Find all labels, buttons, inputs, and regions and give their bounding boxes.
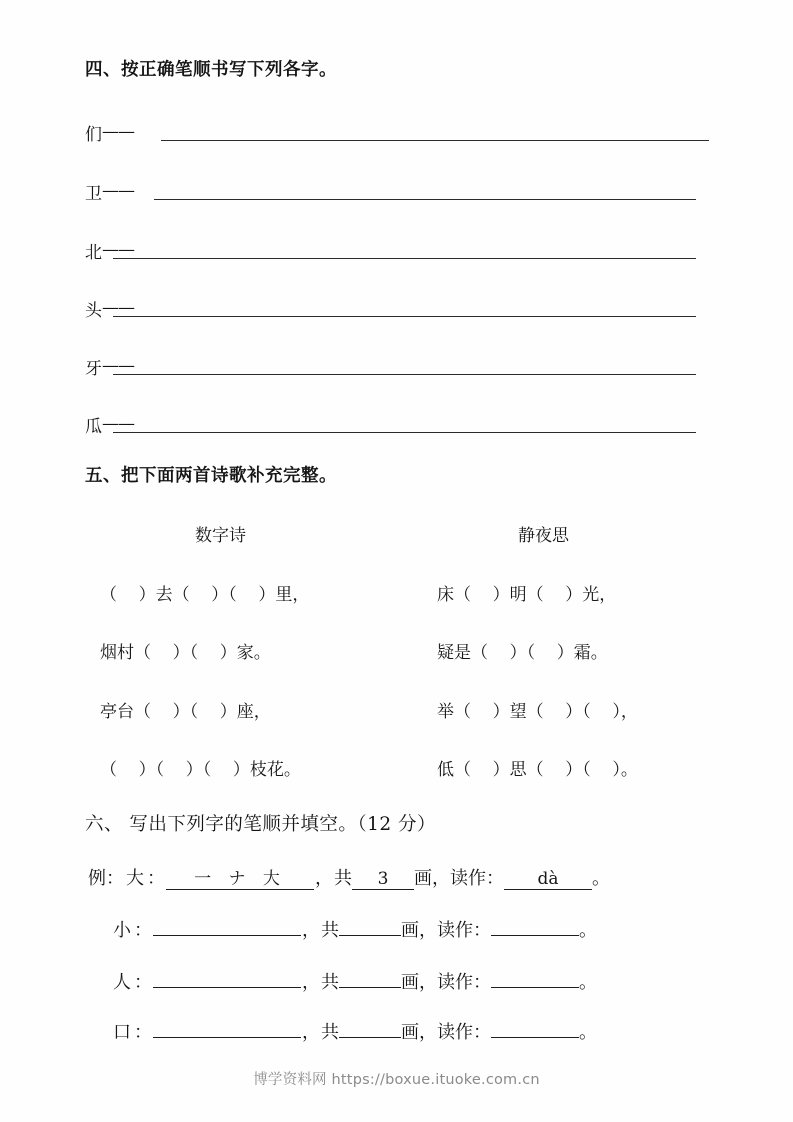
- stroke-order-char: 牙: [85, 358, 102, 379]
- section-5-title: 五、把下面两首诗歌补充完整。: [85, 466, 337, 486]
- example-prefix: 例：: [88, 868, 124, 889]
- row-read-label: 读作：: [437, 1022, 491, 1043]
- section-4-title: 四、按正确笔顺书写下列各字。: [85, 60, 337, 80]
- stroke-order-answer-line[interactable]: [113, 299, 696, 317]
- row-strokes-unit: 画，: [401, 972, 437, 993]
- example-comma: ，: [315, 868, 333, 889]
- row-period: 。: [579, 1022, 597, 1043]
- stroke-order-row: [85, 177, 725, 205]
- stroke-order-char: 头: [85, 300, 102, 321]
- example-period: 。: [592, 868, 610, 889]
- stroke-fill-row: [113, 968, 597, 994]
- poem-1-line-2: 烟村（ ）（ ）家。: [100, 643, 271, 663]
- row-total-label: 共: [321, 1022, 339, 1043]
- stroke-order-dash: ——: [102, 181, 134, 201]
- stroke-order-row: [85, 352, 725, 380]
- poem-heading-number-poem: 数字诗: [195, 526, 246, 546]
- row-total-label: 共: [321, 972, 339, 993]
- stroke-order-answer-line[interactable]: [113, 241, 696, 259]
- stroke-order-dash: ——: [102, 122, 134, 142]
- stroke-order-answer-line[interactable]: [113, 415, 696, 433]
- example-read-label: 读作：: [450, 868, 504, 889]
- row-char: 小: [113, 920, 131, 941]
- example-char: 大: [126, 868, 144, 889]
- row-char: 口: [113, 1022, 131, 1043]
- stroke-order-answer-line[interactable]: [154, 182, 696, 200]
- example-strokes-unit: 画，: [414, 868, 450, 889]
- stroke-fill-row: [113, 1018, 597, 1044]
- section-6-example-row: [88, 864, 610, 890]
- row-colon: ：: [134, 1022, 152, 1043]
- stroke-order-dash: ——: [102, 414, 134, 434]
- stroke-order-answer-line[interactable]: [161, 123, 709, 141]
- stroke-order-char: 们: [85, 124, 102, 145]
- stroke-order-row: [85, 118, 725, 146]
- row-count-blank[interactable]: [339, 987, 401, 988]
- row-comma: ，: [302, 972, 320, 993]
- poem-2-line-2: 疑是（ ）（ ）霜。: [437, 643, 608, 663]
- row-strokes-blank[interactable]: [153, 1037, 301, 1038]
- row-read-label: 读作：: [437, 920, 491, 941]
- stroke-fill-row: [113, 916, 597, 942]
- example-total-label: 共: [334, 868, 352, 889]
- row-read-label: 读作：: [437, 972, 491, 993]
- example-pinyin-blank: dà: [504, 871, 592, 890]
- stroke-order-row: [85, 236, 725, 264]
- row-comma: ，: [302, 1022, 320, 1043]
- stroke-order-row: [85, 410, 725, 438]
- poem-2-line-4: 低（ ）思（ ）（ ）。: [437, 760, 638, 780]
- row-period: 。: [579, 920, 597, 941]
- row-comma: ，: [302, 920, 320, 941]
- row-pinyin-blank[interactable]: [491, 1037, 579, 1038]
- row-pinyin-blank[interactable]: [491, 987, 579, 988]
- row-strokes-unit: 画，: [401, 1022, 437, 1043]
- poem-heading-quiet-night: 静夜思: [518, 526, 569, 546]
- row-count-blank[interactable]: [339, 935, 401, 936]
- stroke-order-char: 卫: [85, 183, 102, 204]
- stroke-order-row: [85, 294, 725, 322]
- example-strokes-blank: 一 ナ 大: [166, 871, 314, 890]
- example-count-blank: 3: [352, 871, 414, 890]
- poem-1-line-3: 亭台（ ）（ ）座，: [100, 702, 271, 722]
- stroke-order-dash: ——: [102, 298, 134, 318]
- footer-watermark: 博学资料网 https://boxue.ituoke.com.cn: [253, 1072, 540, 1088]
- poem-1-line-4: （ ）（ ）（ ）枝花。: [100, 760, 301, 780]
- row-count-blank[interactable]: [339, 1037, 401, 1038]
- row-strokes-blank[interactable]: [153, 987, 301, 988]
- row-period: 。: [579, 972, 597, 993]
- row-strokes-blank[interactable]: [153, 935, 301, 936]
- poem-1-line-1: （ ）去（ ）（ ）里，: [100, 585, 310, 605]
- row-strokes-unit: 画，: [401, 920, 437, 941]
- stroke-order-answer-line[interactable]: [113, 357, 696, 375]
- row-char: 人: [113, 972, 131, 993]
- row-total-label: 共: [321, 920, 339, 941]
- row-colon: ：: [134, 972, 152, 993]
- section-6-title: 六、 写出下列字的笔顺并填空。（12 分）: [85, 814, 437, 835]
- stroke-order-char: 北: [85, 242, 102, 263]
- poem-2-line-1: 床（ ）明（ ）光，: [437, 585, 617, 605]
- stroke-order-char: 瓜: [85, 416, 102, 437]
- stroke-order-dash: ——: [102, 240, 134, 260]
- row-pinyin-blank[interactable]: [491, 935, 579, 936]
- row-colon: ：: [134, 920, 152, 941]
- poem-2-line-3: 举（ ）望（ ）（ ），: [437, 702, 638, 722]
- stroke-order-dash: ——: [102, 356, 134, 376]
- example-colon: ：: [147, 868, 165, 889]
